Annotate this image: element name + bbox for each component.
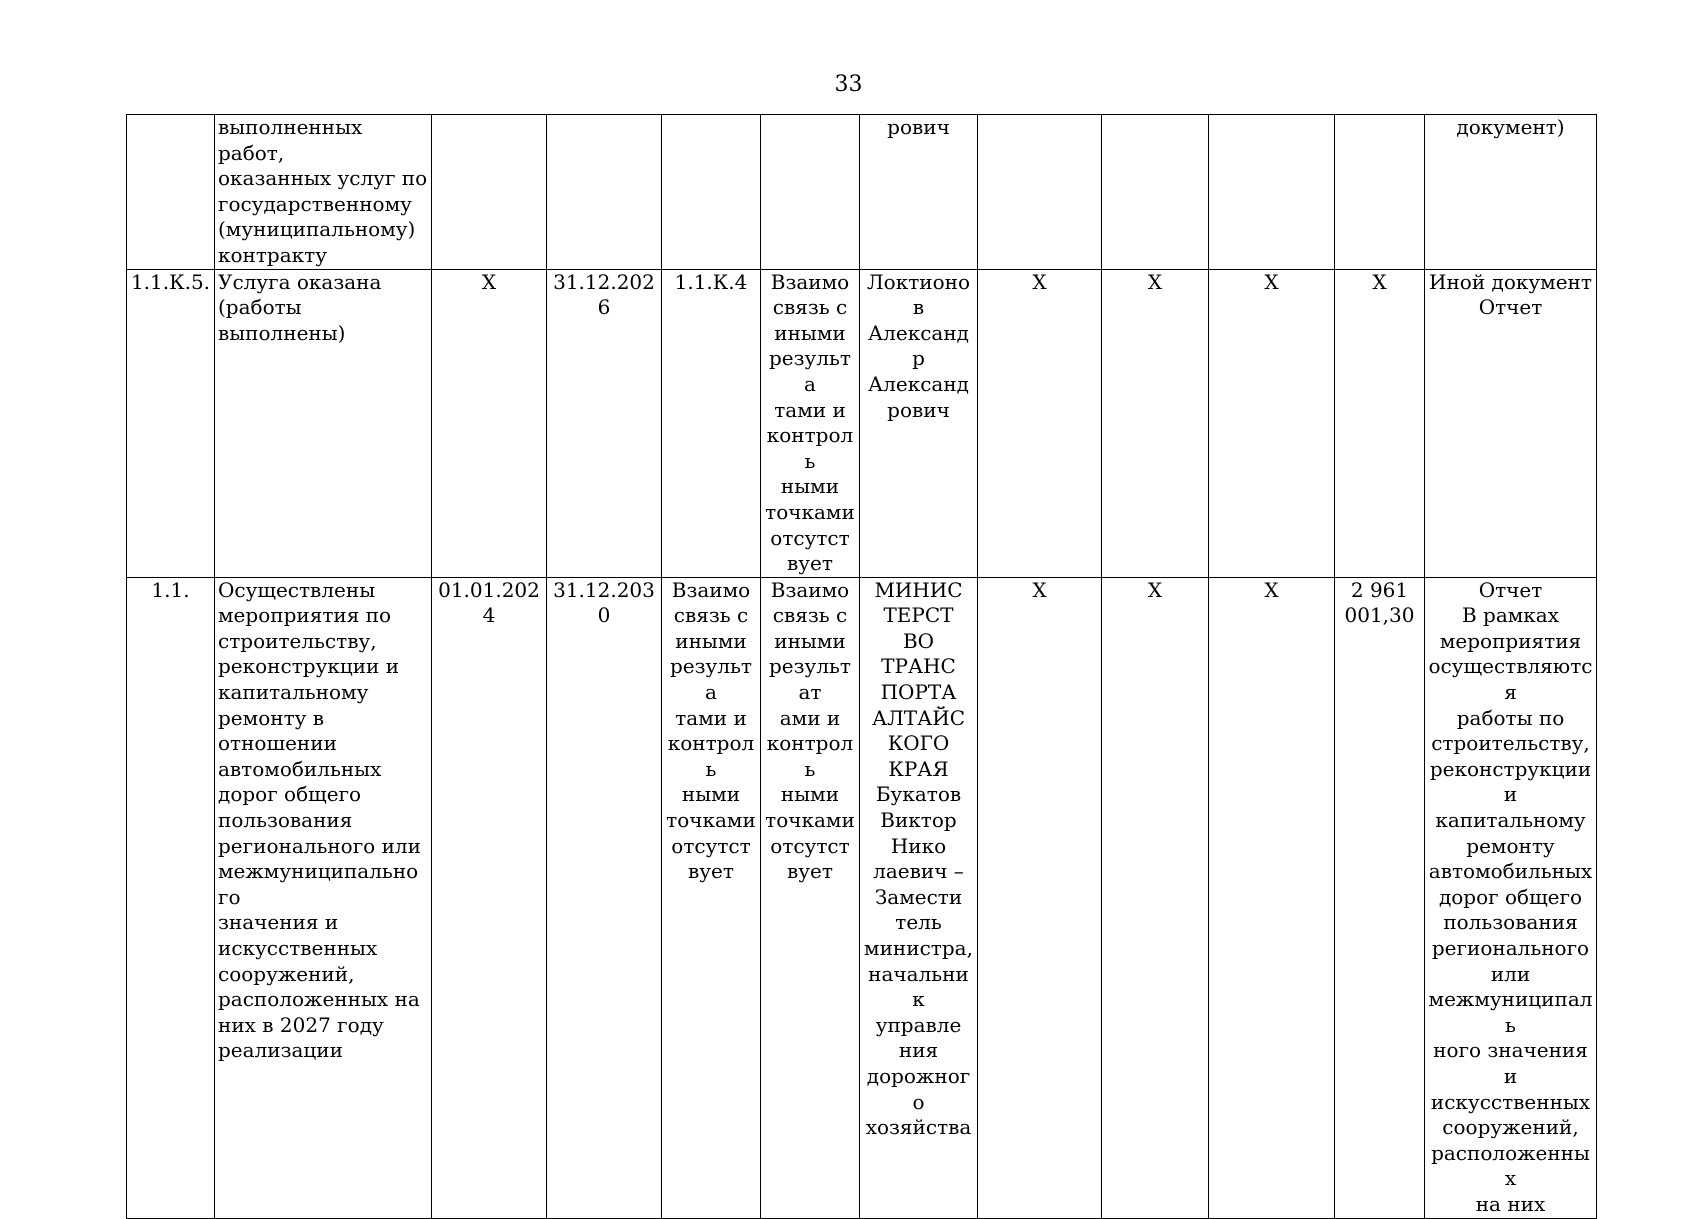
table-row-1-1 [127,577,1597,1218]
cell-col11 [1335,115,1425,270]
cell-col8: X [978,269,1102,577]
table-row-continuation [127,115,1597,270]
cell-document: Иной документ Отчет [1425,269,1597,577]
cell-end-date: 31.12.2030 [547,577,662,1218]
cell-name: Услуга оказана (работы выполнены) [215,269,432,577]
cell-col9: X [1102,577,1209,1218]
cell-predecessor [662,115,761,270]
cell-document: документ) [1425,115,1597,270]
cell-responsible: рович [860,115,978,270]
page-number: 33 [834,72,863,97]
cell-responsible: Локтионов Александр Александ рович [860,269,978,577]
cell-start-date [432,115,547,270]
cell-successor: Взаимо связь с иными результа тами и контроль ными точками отсутст вует [761,269,860,577]
cell-name: выполненных работ, оказанных услуг по государственному (муниципальному) контракту [215,115,432,270]
cell-col10: X [1209,577,1335,1218]
cell-start-date: 01.01.2024 [432,577,547,1218]
cell-end-date [547,115,662,270]
table-row-1-1-k5 [127,269,1597,577]
cell-end-date: 31.12.2026 [547,269,662,577]
cell-successor [761,115,860,270]
cell-successor: Взаимо связь с иными результат ами и контроль ными точками отсутст вует [761,577,860,1218]
cell-col10: X [1209,269,1335,577]
cell-responsible: МИНИС ТЕРСТ ВО ТРАНС ПОРТА АЛТАЙС КОГО КРАЯ Букатов Виктор Нико лаевич – Замести тель министра, начальник управле ния дорожного хозяйства [860,577,978,1218]
cell-col11: 2 961 001,30 [1335,577,1425,1218]
cell-col9: X [1102,269,1209,577]
cell-predecessor: Взаимо связь с иными результа тами и контроль ными точками отсутст вует [662,577,761,1218]
cell-col8 [978,115,1102,270]
cell-num: 1.1.К.5. [127,269,215,577]
cell-col11: X [1335,269,1425,577]
cell-document: Отчет В рамках мероприятия осуществляются работы по строительству, реконструкции и капитальному ремонту автомобильных дорог общего пользования регионального или межмуниципаль ного значения и искусственных сооружений, расположенных на них [1425,577,1597,1218]
cell-col9 [1102,115,1209,270]
cell-num [127,115,215,270]
cell-num: 1.1. [127,577,215,1218]
cell-name: Осуществлены мероприятия по строительству, реконструкции и капитальному ремонту в отношении автомобильных дорог общего пользования регионального или межмуниципального значения и искусственных сооружений, расположенных на них в 2027 году реализации [215,577,432,1218]
control-points-table [126,114,1597,1219]
cell-col10 [1209,115,1335,270]
cell-start-date: X [432,269,547,577]
cell-predecessor: 1.1.К.4 [662,269,761,577]
cell-col8: X [978,577,1102,1218]
